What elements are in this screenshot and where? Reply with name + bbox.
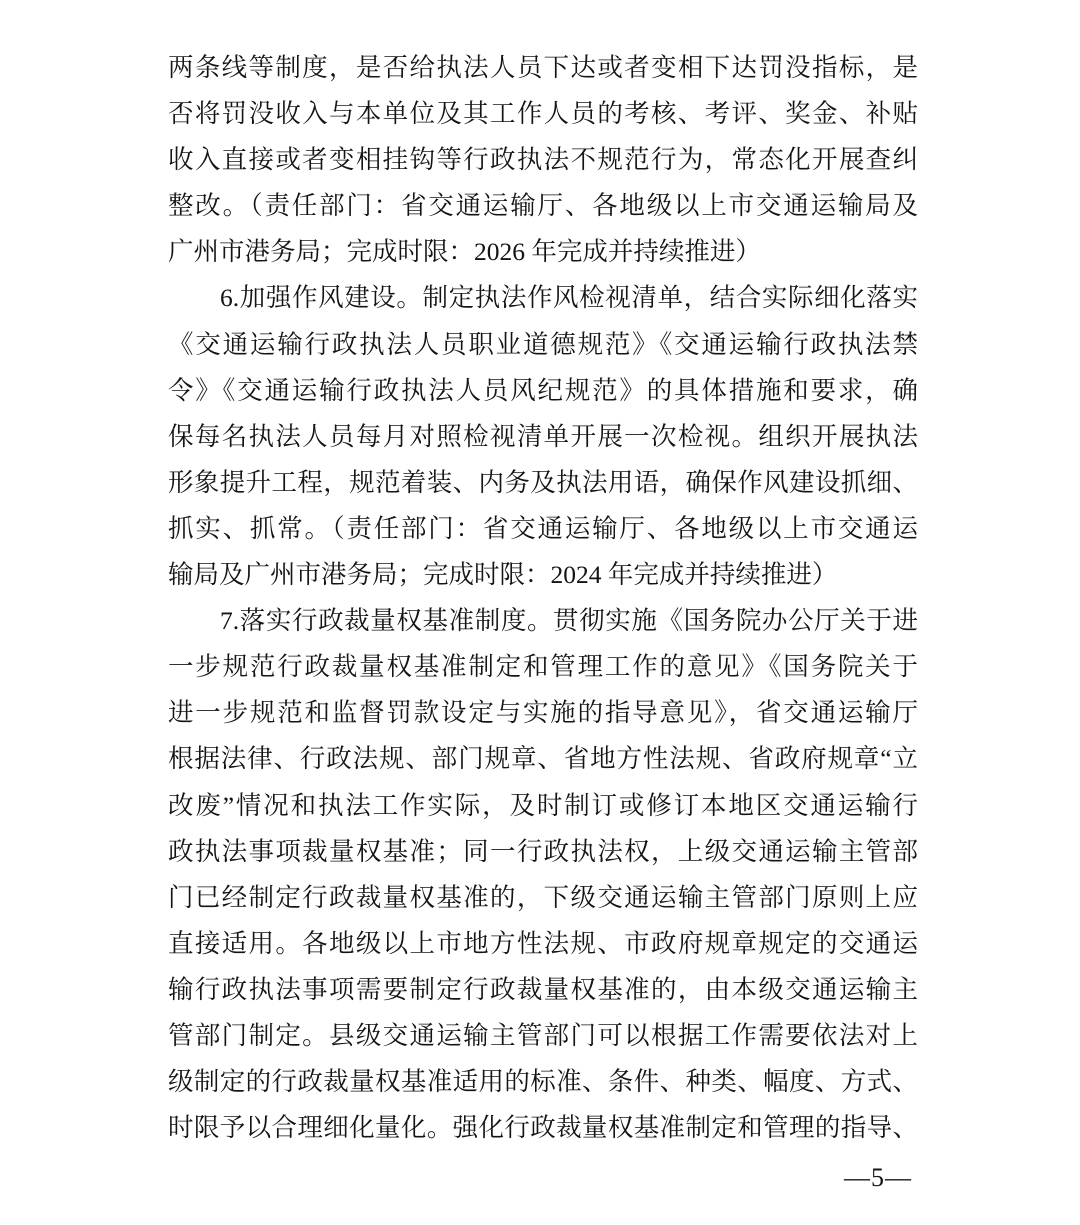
- page-number: —5—: [844, 1163, 912, 1192]
- text-line: 一步规范行政裁量权基准制定和管理工作的意见》《国务院关于: [168, 652, 918, 682]
- text-line: 否将罚没收入与本单位及其工作人员的考核、考评、奖金、补贴: [168, 99, 918, 129]
- text-line: 进一步规范和监督罚款设定与实施的指导意见》，省交通运输厅: [168, 698, 918, 728]
- text-line: 令》《交通运输行政执法人员风纪规范》的具体措施和要求，确: [168, 375, 918, 405]
- text-line: 两条线等制度，是否给执法人员下达或者变相下达罚没指标，是: [168, 53, 918, 82]
- text-line: 7.落实行政裁量权基准制度。贯彻实施《国务院办公厅关于进: [220, 606, 918, 636]
- text-line: 根据法律、行政法规、部门规章、省地方性法规、省政府规章“立: [168, 744, 918, 774]
- text-line: 直接适用。各地级以上市地方性法规、市政府规章规定的交通运: [168, 928, 918, 958]
- text-line: 时限予以合理细化量化。强化行政裁量权基准制定和管理的指导、: [168, 1113, 918, 1143]
- text-line: 《交通运输行政执法人员职业道德规范》《交通运输行政执法禁: [168, 329, 918, 359]
- text-line: 整改。（责任部门：省交通运输厅、各地级以上市交通运输局及: [168, 191, 918, 221]
- text-line: 输行政执法事项需要制定行政裁量权基准的，由本级交通运输主: [168, 974, 918, 1004]
- text-line: 政执法事项裁量权基准；同一行政执法权，上级交通运输主管部: [168, 836, 918, 866]
- paragraph-continuation: [168, 45, 918, 275]
- text-line: 输局及广州市港务局；完成时限：2024 年完成并持续推进）: [168, 560, 838, 590]
- text-line: 形象提升工程，规范着装、内务及执法用语，确保作风建设抓细、: [168, 467, 918, 497]
- text-line: 管部门制定。县级交通运输主管部门可以根据工作需要依法对上: [168, 1020, 918, 1050]
- text-line: 收入直接或者变相挂钩等行政执法不规范行为，常态化开展查纠: [168, 145, 918, 175]
- text-line: 门已经制定行政裁量权基准的，下级交通运输主管部门原则上应: [168, 882, 918, 912]
- paragraph-item-6: [168, 275, 918, 598]
- paragraph-item-7: [168, 598, 918, 1151]
- document-body: [168, 45, 918, 1151]
- text-line: 6.加强作风建设。制定执法作风检视清单，结合实际细化落实: [220, 283, 918, 313]
- text-line: 改废”情况和执法工作实际，及时制订或修订本地区交通运输行: [168, 790, 918, 820]
- text-line: 广州市港务局；完成时限：2026 年完成并持续推进）: [168, 237, 761, 267]
- text-line: 级制定的行政裁量权基准适用的标准、条件、种类、幅度、方式、: [168, 1067, 918, 1097]
- text-line: 保每名执法人员每月对照检视清单开展一次检视。组织开展执法: [168, 421, 918, 451]
- text-line: 抓实、抓常。（责任部门：省交通运输厅、各地级以上市交通运: [168, 513, 918, 543]
